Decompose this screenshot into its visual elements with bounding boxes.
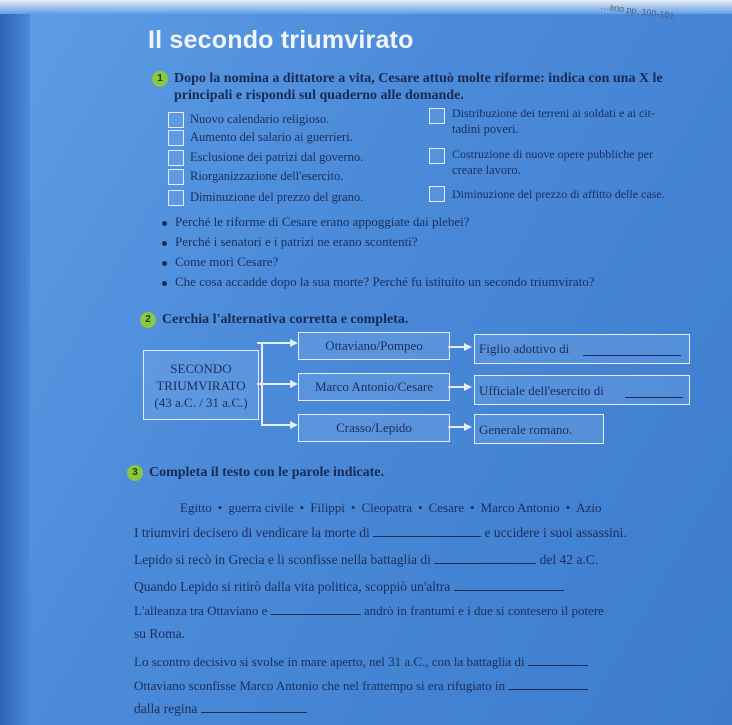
exercise-2-instruction: 2 Cerchia l'alternativa corretta e completa.: [140, 312, 408, 328]
text-line-7: Ottaviano sconfisse Marco Antonio che nel frattempo si era rifugiato in: [134, 677, 588, 694]
checkbox-salary[interactable]: [168, 130, 184, 146]
bullet-dot: [162, 261, 167, 266]
blank-field[interactable]: [583, 343, 681, 356]
arrow-icon: [290, 421, 298, 429]
arrow-icon: [290, 380, 298, 388]
checkbox-patricians[interactable]: [168, 150, 184, 166]
word-cesare: Cesare: [428, 500, 464, 515]
page-reference: …ano pp. 100-101: [599, 0, 675, 22]
word-egitto: Egitto: [180, 500, 212, 515]
option-land-line1: Distribuzione dei terreni ai soldati e ai cit-: [452, 106, 655, 120]
exercise-3-instruction: 3 Completa il testo con le parole indicate.: [127, 465, 384, 481]
bullet-dot: [162, 221, 167, 226]
arrow-icon: [290, 339, 298, 347]
blank-field[interactable]: [373, 524, 481, 537]
question-3: Come morì Cesare?: [162, 254, 278, 270]
connector-middle: [257, 383, 291, 385]
word-azio: Azio: [576, 500, 602, 515]
checkbox-rent[interactable]: [429, 186, 445, 202]
option-salary: Aumento del salario ai guerrieri.: [190, 130, 353, 144]
text-line-6: Lo scontro decisivo si svolse in mare aperto, nel 31 a.C., con la battaglia di: [134, 653, 588, 670]
triumvirate-box: [143, 350, 259, 420]
arrow-icon: [464, 423, 472, 431]
text-line-4: L'alleanza tra Ottaviano e andrò in frantumi e i due si contesero il potere: [134, 603, 604, 618]
blank-field[interactable]: [625, 385, 683, 398]
question-1: Perché le riforme di Cesare erano appoggiate dai plebei?: [162, 214, 470, 230]
page-title: Il secondo triumvirato: [148, 26, 414, 54]
checkbox-army[interactable]: [168, 169, 184, 185]
text-line-1: I triumviri decisero di vendicare la morte di e uccidere i suoi assassini.: [134, 525, 627, 540]
text-line-3: Quando Lepido si ritirò dalla vita politica, scoppiò un'altra: [134, 578, 564, 595]
text-line-2: Lepido si recò in Grecia e li sconfisse nella battaglia di del 42 a.C.: [134, 552, 599, 567]
option-army: Riorganizzazione dell'esercito.: [190, 169, 344, 183]
text-line-5: su Roma.: [134, 626, 186, 641]
result-label-3: Generale romano.: [479, 422, 573, 437]
blank-field[interactable]: [454, 578, 564, 591]
option-public-works-line1: Costruzione di nuove opere pubbliche per: [452, 147, 653, 161]
checkbox-calendar[interactable]: [168, 112, 184, 128]
option-rent: Diminuzione del prezzo di affitto delle case.: [452, 187, 665, 201]
connector-top: [261, 342, 291, 344]
page-shadow-left: [0, 0, 30, 725]
result-label-1: Figlio adottivo di: [479, 341, 570, 356]
checkbox-public-works[interactable]: [429, 148, 445, 164]
blank-field[interactable]: [528, 653, 588, 666]
option-land-line2: tadini poveri.: [452, 122, 519, 136]
root-line-1: SECONDO: [170, 360, 232, 376]
word-bank: Egitto • guerra civile • Filippi • Cleopatra • Cesare • Marco Antonio • Azio: [180, 500, 602, 515]
root-line-2: TRIUMVIRATO: [156, 377, 246, 393]
word-cleopatra: Cleopatra: [361, 500, 413, 515]
exercise-number-badge: 2: [140, 312, 156, 328]
blank-field[interactable]: [434, 551, 536, 564]
word-guerra-civile: guerra civile: [228, 500, 294, 515]
result-box-1[interactable]: [474, 334, 690, 364]
word-marco-antonio: Marco Antonio: [480, 500, 560, 515]
result-box-2[interactable]: [474, 375, 690, 405]
choice-box-1[interactable]: Ottaviano/Pompeo: [298, 332, 450, 360]
checkbox-land[interactable]: [429, 108, 445, 124]
option-grain-price: Diminuzione del prezzo del grano.: [190, 190, 364, 204]
arrow-icon: [464, 383, 472, 391]
question-2: Perché i senatori e i patrizi ne erano scontenti?: [162, 234, 418, 250]
question-4: Che cosa accadde dopo la sua morte? Perché fu istituito un secondo triumvirato?: [162, 274, 594, 290]
option-patricians: Esclusione dei patrizi dal governo.: [190, 150, 364, 164]
root-line-3: (43 a.C. / 31 a.C.): [154, 394, 248, 410]
result-label-2: Ufficiale dell'esercito di: [479, 383, 604, 398]
text-line-8: dalla regina: [134, 700, 307, 717]
checkbox-grain-price[interactable]: [168, 190, 184, 206]
result-box-3[interactable]: [474, 414, 604, 444]
exercise-number-badge: 1: [152, 71, 168, 87]
bullet-dot: [162, 281, 167, 286]
arrow-icon: [464, 343, 472, 351]
word-filippi: Filippi: [310, 500, 345, 515]
choice-box-2[interactable]: Marco Antonio/Cesare: [298, 373, 450, 401]
bullet-dot: [162, 241, 167, 246]
exercise-1-text: Dopo la nomina a dittatore a vita, Cesare attuò molte riforme: indica con una X le principali e rispondi sul quaderno alle domande.: [174, 71, 663, 103]
blank-field[interactable]: [271, 602, 361, 615]
blank-field[interactable]: [508, 677, 588, 690]
choice-box-3[interactable]: Crasso/Lepido: [298, 414, 450, 442]
option-calendar: Nuovo calendario religioso.: [190, 112, 330, 126]
blank-field[interactable]: [201, 700, 307, 713]
exercise-number-badge: 3: [127, 465, 143, 481]
connector-bottom: [261, 424, 291, 426]
option-public-works-line2: creare lavoro.: [452, 163, 521, 177]
